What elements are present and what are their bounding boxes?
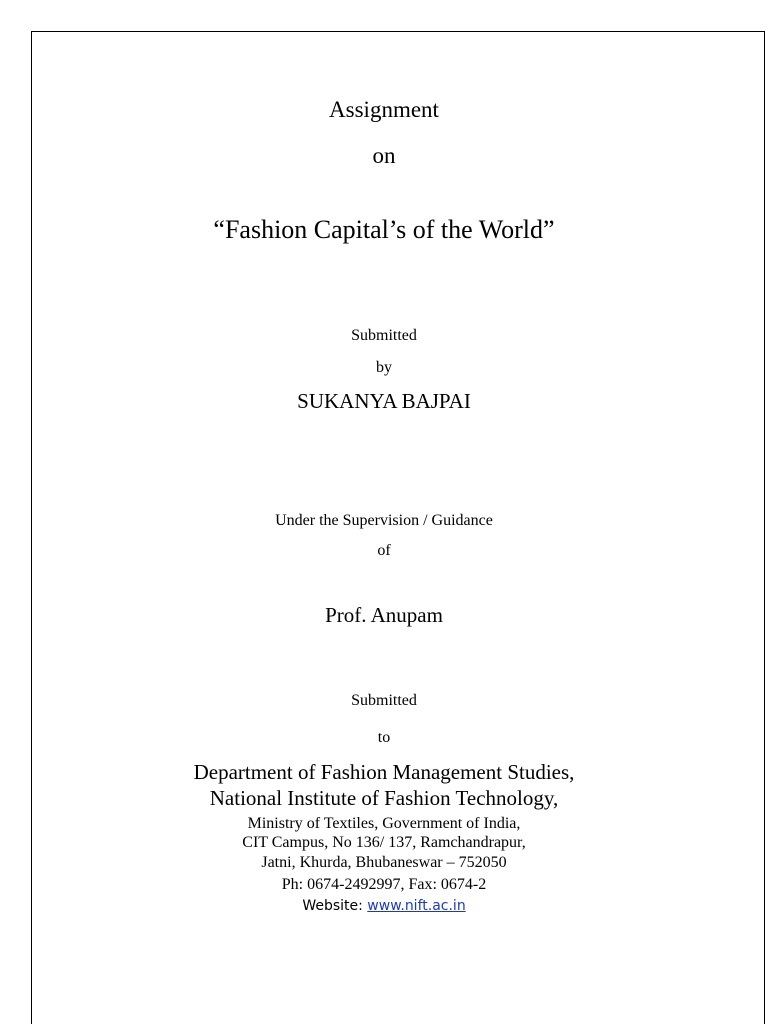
submitted-by-label: Submitted [351,327,417,344]
submitted-to-label: Submitted [351,692,417,709]
department-name: Department of Fashion Management Studies, [193,760,575,784]
supervision-label: Under the Supervision / Guidance [275,512,493,529]
by-text: by [376,359,392,376]
supervisor-name: Prof. Anupam [325,603,443,627]
website-line [0,898,768,914]
to-text: to [377,729,391,746]
assignment-heading: Assignment [329,97,439,122]
ministry-text: Ministry of Textiles, Government of India, [247,815,521,832]
address-line-1: CIT Campus, No 136/ 137, Ramchandrapur, [242,834,526,851]
institute-name: National Institute of Fashion Technology, [209,786,559,810]
author-name: SUKANYA BAJPAI [297,389,471,413]
document-title: “Fashion Capital’s of the World” [213,215,555,244]
address-line-2: Jatni, Khurda, Bhubaneswar – 752050 [261,854,507,871]
phone-fax: Ph: 0674-2492997, Fax: 0674-2 [281,876,487,893]
of-text: of [377,542,391,559]
website-label: Website: [302,898,368,914]
on-text: on [372,143,396,168]
website-link[interactable]: www.nift.ac.in [367,898,466,914]
